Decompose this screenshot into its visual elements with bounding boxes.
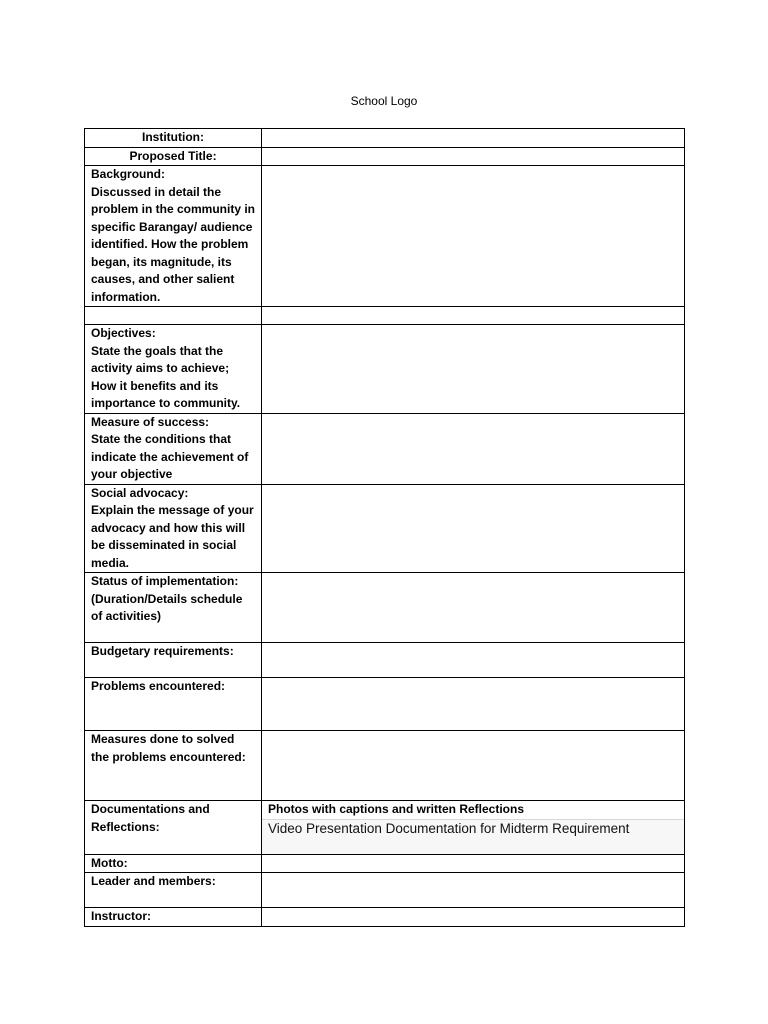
objectives-description: State the goals that the activity aims to achieve; How it benefits and its importance to community. [91,343,241,410]
leader-field[interactable] [262,873,685,908]
row-measures [85,731,685,801]
budget-field[interactable] [262,643,685,678]
proposed-title-field[interactable] [262,147,685,166]
documentation-value-photos: Photos with captions and written Reflections [268,802,525,816]
objectives-label-cell [85,325,262,414]
social-advocacy-label-cell [85,484,262,573]
instructor-field[interactable] [262,908,685,927]
row-budget [85,643,685,678]
row-institution [85,129,685,148]
row-status [85,573,685,643]
measures-label-cell [85,731,262,801]
leader-label: Leader and members: [91,874,216,888]
background-label-cell [85,166,262,307]
documentation-field[interactable] [262,801,685,855]
social-advocacy-field[interactable] [262,484,685,573]
motto-label-cell [85,854,262,873]
measure-of-success-field[interactable] [262,413,685,484]
row-documentation [85,801,685,855]
row-leader [85,873,685,908]
measure-of-success-label-cell [85,413,262,484]
row-problems [85,678,685,731]
row-spacer [85,307,685,325]
institution-field[interactable] [262,129,685,148]
proposed-title-label: Proposed Title: [85,147,262,166]
problems-label: Problems encountered: [91,679,226,693]
instructor-label: Instructor: [91,909,151,923]
documentation-label-cell [85,801,262,855]
motto-label: Motto: [91,855,128,870]
background-description: Discussed in detail the problem in the community in specific Barangay/ audience identified. How the problem began, its magnitude, its causes, and other salient information. [91,184,256,304]
status-label-cell [85,573,262,643]
measure-of-success-description: State the conditions that indicate the achievement of your objective [91,432,249,481]
row-proposed-title [85,147,685,166]
row-instructor [85,908,685,927]
objectives-field[interactable] [262,325,685,414]
status-description: (Duration/Details schedule of activities) [91,591,243,623]
budget-label-cell [85,643,262,678]
instructor-label-cell [85,908,262,927]
objectives-label: Objectives: [91,326,156,340]
row-objectives [85,325,685,414]
school-logo-placeholder: School Logo [350,94,418,108]
leader-label-cell [85,873,262,908]
problems-field[interactable] [262,678,685,731]
measures-label: Measures done to solved the problems encountered: [91,732,246,764]
spacer-field[interactable] [262,307,685,325]
status-field[interactable] [262,573,685,643]
motto-field[interactable] [262,854,685,873]
proposal-form-table [84,128,685,927]
institution-label: Institution: [85,129,262,148]
row-social-advocacy [85,484,685,573]
background-field[interactable] [262,166,685,307]
row-measure-of-success [85,413,685,484]
background-label: Background: [91,167,166,181]
documentation-value-video: Video Presentation Documentation for Midterm Requirement [262,819,684,854]
measure-of-success-label: Measure of success: [91,414,210,429]
spacer-label-cell [85,307,262,325]
documentation-label: Documentations and Reflections: [91,802,210,834]
social-advocacy-label: Social advocacy: [91,485,189,500]
row-background [85,166,685,307]
problems-label-cell [85,678,262,731]
status-label: Status of implementation: [91,574,239,588]
budget-label: Budgetary requirements: [91,644,234,658]
row-motto [85,854,685,873]
social-advocacy-description: Explain the message of your advocacy and how this will be disseminated in social media. [91,503,254,570]
measures-field[interactable] [262,731,685,801]
